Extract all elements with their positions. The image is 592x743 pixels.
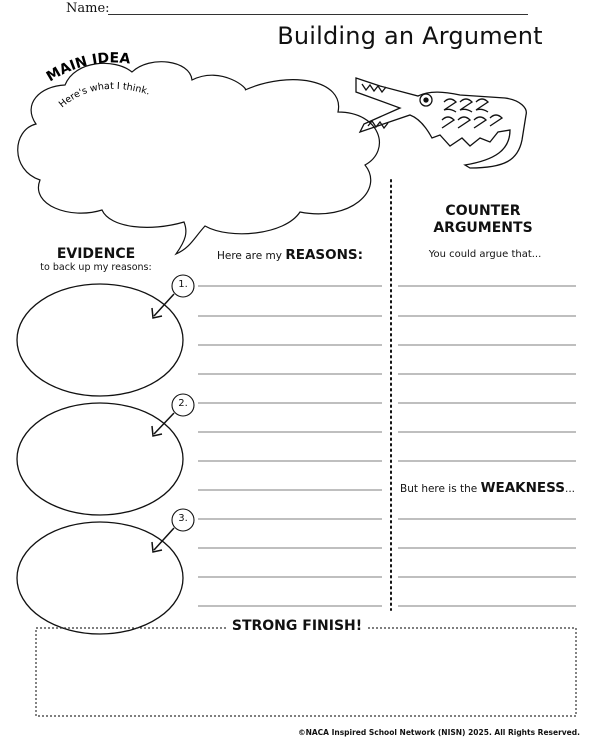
reasons-heading xyxy=(206,247,374,263)
strong-finish-box xyxy=(36,628,576,716)
main-idea-prompt: Here's what I think. xyxy=(56,80,152,111)
svg-text:MAIN IDEA xyxy=(44,50,131,85)
number-markers xyxy=(152,275,194,552)
reason-number-2: 2. xyxy=(178,398,188,409)
reasons-prefix: Here are my xyxy=(216,250,286,262)
evidence-subheading: to back up my reasons: xyxy=(40,262,152,273)
counter-lines xyxy=(398,286,576,606)
evidence-oval-3 xyxy=(17,522,183,634)
copyright-footer: ©NACA Inspired School Network (NISN) 2025. All Rights Reserved. xyxy=(298,728,580,737)
main-idea-heading: MAIN IDEA xyxy=(43,50,132,86)
reason-number-1: 1. xyxy=(178,279,188,290)
evidence-oval-1 xyxy=(17,284,183,396)
weakness-emphasis: WEAKNESS xyxy=(480,480,565,496)
counter-arguments-heading xyxy=(418,203,548,237)
name-label: Name: xyxy=(66,1,110,16)
weakness-suffix: ... xyxy=(565,483,576,495)
reasons-emphasis: REASONS: xyxy=(285,247,364,263)
counter-heading-line2: ARGUMENTS xyxy=(433,220,533,236)
counter-heading-line1: COUNTER xyxy=(445,203,521,219)
page-title: Building an Argument xyxy=(277,22,543,50)
reason-lines xyxy=(198,286,382,606)
weakness-heading xyxy=(400,480,576,496)
reason-number-3: 3. xyxy=(178,513,188,524)
main-idea-cloud xyxy=(18,62,380,254)
alligator-icon xyxy=(356,78,526,168)
strong-finish-heading: STRONG FINISH! xyxy=(228,618,366,634)
weakness-prefix: But here is the xyxy=(400,483,481,495)
counter-prompt: You could argue that... xyxy=(428,249,542,260)
evidence-heading: EVIDENCE xyxy=(56,246,136,262)
evidence-oval-2 xyxy=(17,403,183,515)
